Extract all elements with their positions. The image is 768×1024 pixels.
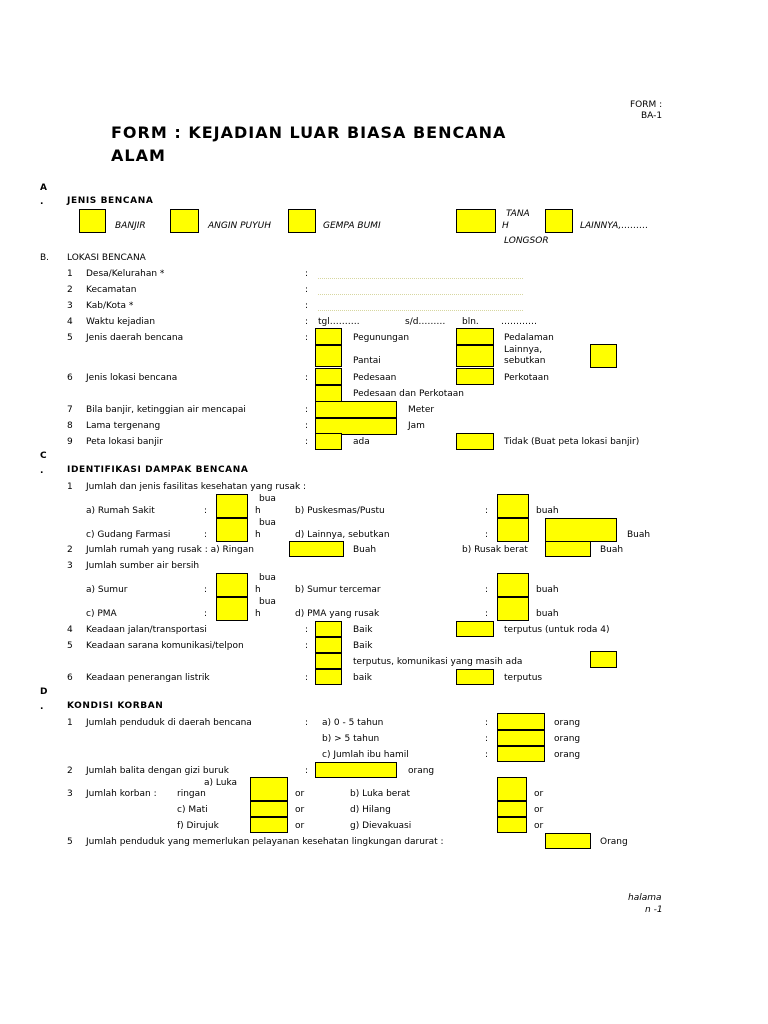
rumah-ringan-input[interactable] — [289, 541, 344, 557]
d-row1-colon: : — [305, 718, 309, 728]
usia-5-unit: orang — [554, 734, 581, 744]
section-c-letter: C — [40, 451, 48, 461]
luka-berat-unit: or — [534, 789, 544, 799]
section-d-letter: D — [40, 687, 49, 697]
komunikasi-ada-input[interactable] — [590, 651, 617, 668]
b-row1-label: Desa/Kelurahan * — [86, 269, 165, 279]
form-label: FORM : — [630, 100, 663, 110]
luka-ringan-label-2: ringan — [177, 789, 206, 799]
b-row2-number: 2 — [67, 285, 73, 295]
c-row1-label: Jumlah dan jenis fasilitas kesehatan yang rusak : — [86, 482, 307, 492]
b-row5-label: Jenis daerah bencana — [86, 333, 184, 343]
tanah-longsor-label-1: TANA — [506, 209, 530, 219]
banjir-label: BANJIR — [115, 221, 146, 231]
pegunungan-checkbox[interactable] — [315, 328, 342, 345]
b-row5-number: 5 — [67, 333, 73, 343]
usia-0-5-label: a) 0 - 5 tahun — [322, 718, 384, 728]
page-number-2: n -1 — [645, 905, 663, 915]
c-row1-number: 1 — [67, 482, 73, 492]
rumah-sakit-label: a) Rumah Sakit — [86, 506, 155, 516]
section-a-letter: A — [40, 183, 48, 193]
puskesmas-label: b) Puskesmas/Pustu — [295, 506, 385, 516]
c-row4-colon: : — [305, 625, 309, 635]
sumur-label: a) Sumur — [86, 585, 128, 595]
c-row6-label: Keadaan penerangan listrik — [86, 673, 210, 683]
sumur-tercemar-input[interactable] — [497, 573, 529, 597]
hilang-label: d) Hilang — [350, 805, 391, 815]
pma-rusak-unit: buah — [536, 609, 559, 619]
meter-label: Meter — [408, 405, 435, 415]
usia-5-label: b) > 5 tahun — [322, 734, 380, 744]
pedesaan-label: Pedesaan — [353, 373, 397, 383]
pma-colon: : — [204, 609, 208, 619]
waktu-tgl[interactable]: tgl………. — [318, 317, 360, 327]
ibu-hamil-input[interactable] — [497, 746, 545, 762]
b-row1-colon: : — [305, 269, 309, 279]
d-row3-label: Jumlah korban : — [86, 789, 157, 799]
sumur-tercemar-label: b) Sumur tercemar — [295, 585, 381, 595]
hilang-unit: or — [534, 805, 544, 815]
lainnya-daerah-input[interactable] — [590, 344, 617, 368]
c-row4-label: Keadaan jalan/transportasi — [86, 625, 207, 635]
section-a-heading: JENIS BENCANA — [67, 196, 154, 206]
sumur-colon: : — [204, 585, 208, 595]
b-row8-colon: : — [305, 421, 309, 431]
section-c-dot: . — [40, 466, 45, 476]
d-row1-number: 1 — [67, 718, 73, 728]
komunikasi-baik-checkbox[interactable] — [315, 637, 342, 653]
rusak-berat-input[interactable] — [545, 541, 591, 557]
dievakuasi-input[interactable] — [497, 817, 527, 833]
b-row3-number: 3 — [67, 301, 73, 311]
angin-puyuh-checkbox[interactable] — [170, 209, 199, 233]
lainnya-daerah-label-1: Lainnya, — [504, 345, 543, 355]
lainnya-daerah-checkbox[interactable] — [456, 345, 494, 367]
b-row3-label: Kab/Kota * — [86, 301, 134, 311]
dievakuasi-label: g) Dievakuasi — [350, 821, 412, 831]
pma-input[interactable] — [216, 597, 248, 621]
rusak-berat-unit: Buah — [600, 545, 624, 555]
pedalaman-label: Pedalaman — [504, 333, 554, 343]
listrik-terputus-checkbox[interactable] — [456, 669, 494, 685]
b-row2-colon: : — [305, 285, 309, 295]
pegunungan-label: Pegunungan — [353, 333, 410, 343]
d-row2-number: 2 — [67, 766, 73, 776]
c-row3-label: Jumlah sumber air bersih — [86, 561, 200, 571]
b-row7-colon: : — [305, 405, 309, 415]
rumah-ringan-unit: Buah — [353, 545, 377, 555]
peta-ada-checkbox[interactable] — [315, 433, 342, 450]
d-row5-number: 5 — [67, 837, 73, 847]
pma-rusak-input[interactable] — [497, 597, 529, 621]
pelayanan-darurat-input[interactable] — [545, 833, 591, 849]
c-row6-colon: : — [305, 673, 309, 683]
lainnya-label: LAINNYA,……… — [580, 221, 649, 231]
sumur-tercemar-unit: buah — [536, 585, 559, 595]
komunikasi-terputus-label: terputus, komunikasi yang masih ada — [353, 657, 523, 667]
pelayanan-darurat-unit: Orang — [600, 837, 628, 847]
gudang-input[interactable] — [216, 518, 248, 542]
rumah-sakit-unit-2: h — [255, 506, 261, 516]
luka-ringan-input[interactable] — [250, 777, 288, 801]
banjir-checkbox[interactable] — [79, 209, 106, 233]
listrik-baik-checkbox[interactable] — [315, 669, 342, 685]
usia-0-5-colon: : — [485, 718, 489, 728]
waktu-bln-value[interactable]: ………… — [501, 317, 537, 327]
d-row2-label: Jumlah balita dengan gizi buruk — [86, 766, 229, 776]
section-b-heading: LOKASI BENCANA — [67, 253, 146, 263]
b-row7-number: 7 — [67, 405, 73, 415]
jalan-baik-label: Baik — [353, 625, 373, 635]
c-row5-number: 5 — [67, 641, 73, 651]
c-row5-label: Keadaan sarana komunikasi/telpon — [86, 641, 244, 651]
form-code: BA-1 — [641, 111, 663, 121]
b-row1-number: 1 — [67, 269, 73, 279]
page-title: FORM : KEJADIAN LUAR BIASA BENCANA — [111, 123, 507, 142]
c-row4-number: 4 — [67, 625, 73, 635]
gizi-buruk-input[interactable] — [315, 762, 397, 778]
luka-berat-input[interactable] — [497, 777, 527, 801]
dirujuk-input[interactable] — [250, 817, 288, 833]
page-number-1: halama — [628, 893, 662, 903]
dirujuk-unit: or — [295, 821, 305, 831]
lainnya-fasilitas-colon: : — [485, 530, 489, 540]
rumah-sakit-colon: : — [204, 506, 208, 516]
rumah-sakit-input[interactable] — [216, 494, 248, 518]
jalan-terputus-label: terputus (untuk roda 4) — [504, 625, 610, 635]
peta-tidak-checkbox[interactable] — [456, 433, 494, 450]
gizi-buruk-unit: orang — [408, 766, 435, 776]
pma-rusak-label: d) PMA yang rusak — [295, 609, 380, 619]
pedesaan-perkotaan-label: Pedesaan dan Perkotaan — [353, 389, 464, 399]
pantai-checkbox[interactable] — [315, 345, 342, 367]
lainnya-fasilitas-input[interactable] — [497, 518, 529, 542]
b-row8-label: Lama tergenang — [86, 421, 161, 431]
b-row2-label: Kecamatan — [86, 285, 137, 295]
hilang-input[interactable] — [497, 801, 527, 817]
sumur-input[interactable] — [216, 573, 248, 597]
ibu-hamil-label: c) Jumlah ibu hamil — [322, 750, 409, 760]
dirujuk-label: f) Dirujuk — [177, 821, 219, 831]
desa-input[interactable] — [318, 278, 523, 279]
komunikasi-terputus-checkbox[interactable] — [315, 653, 342, 669]
b-row6-number: 6 — [67, 373, 73, 383]
b-row9-colon: : — [305, 437, 309, 447]
jam-label: Jam — [408, 421, 425, 431]
usia-0-5-input[interactable] — [497, 713, 545, 730]
b-row4-label: Waktu kejadian — [86, 317, 156, 327]
lainnya-daerah-label-2: sebutkan — [504, 356, 546, 366]
d-row1-label: Jumlah penduduk di daerah bencana — [86, 718, 252, 728]
tanah-longsor-label-3: LONGSOR — [504, 236, 549, 246]
jalan-baik-checkbox[interactable] — [315, 621, 342, 637]
luka-berat-label: b) Luka berat — [350, 789, 411, 799]
angin-puyuh-label: ANGIN PUYUH — [208, 221, 271, 231]
sumur-tercemar-colon: : — [485, 585, 489, 595]
lainnya-checkbox[interactable] — [545, 209, 573, 233]
pma-label: c) PMA — [86, 609, 117, 619]
b-row4-number: 4 — [67, 317, 73, 327]
peta-tidak-label: Tidak (Buat peta lokasi banjir) — [504, 437, 640, 447]
d-row3-number: 3 — [67, 789, 73, 799]
b-row5-colon: : — [305, 333, 309, 343]
page-title-line2: ALAM — [111, 146, 166, 165]
rumah-sakit-unit-1: bua — [259, 494, 276, 504]
jalan-terputus-checkbox[interactable] — [456, 621, 494, 637]
puskesmas-colon: : — [485, 506, 489, 516]
b-row6-label: Jenis lokasi bencana — [86, 373, 178, 383]
puskesmas-unit: buah — [536, 506, 559, 516]
lainnya-fasilitas-count-input[interactable] — [545, 518, 617, 542]
kecamatan-input[interactable] — [318, 294, 523, 295]
section-a-dot: . — [40, 197, 45, 207]
section-d-heading: KONDISI KORBAN — [67, 701, 164, 711]
c-row2-number: 2 — [67, 545, 73, 555]
gudang-label: c) Gudang Farmasi — [86, 530, 171, 540]
b-row9-number: 9 — [67, 437, 73, 447]
pma-unit-2: h — [255, 609, 261, 619]
b-row4-colon: : — [305, 317, 309, 327]
c-row6-number: 6 — [67, 673, 73, 683]
mati-label: c) Mati — [177, 805, 208, 815]
pma-unit-1: bua — [259, 597, 276, 607]
dievakuasi-unit: or — [534, 821, 544, 831]
sumur-unit-2: h — [255, 585, 261, 595]
puskesmas-input[interactable] — [497, 494, 529, 518]
usia-0-5-unit: orang — [554, 718, 581, 728]
ibu-hamil-unit: orang — [554, 750, 581, 760]
pma-rusak-colon: : — [485, 609, 489, 619]
gudang-unit-1: bua — [259, 518, 276, 528]
mati-unit: or — [295, 805, 305, 815]
pantai-label: Pantai — [353, 356, 381, 366]
lainnya-fasilitas-label: d) Lainnya, sebutkan — [295, 530, 390, 540]
kabkota-input[interactable] — [318, 310, 523, 311]
luka-ringan-unit: or — [295, 789, 305, 799]
rusak-berat-label: b) Rusak berat — [462, 545, 528, 555]
b-row7-label: Bila banjir, ketinggian air mencapai — [86, 405, 246, 415]
perkotaan-label: Perkotaan — [504, 373, 550, 383]
c-row3-number: 3 — [67, 561, 73, 571]
listrik-baik-label: baik — [353, 673, 372, 683]
sumur-unit-1: bua — [259, 573, 276, 583]
section-d-dot: . — [40, 702, 45, 712]
b-row8-number: 8 — [67, 421, 73, 431]
luka-ringan-label-1: a) Luka — [204, 778, 238, 788]
ketinggian-air-input[interactable] — [315, 401, 397, 418]
perkotaan-checkbox[interactable] — [456, 368, 494, 385]
section-c-heading: IDENTIFIKASI DAMPAK BENCANA — [67, 465, 249, 475]
waktu-sd[interactable]: s/d……… — [405, 317, 446, 327]
c-row5-colon: : — [305, 641, 309, 651]
b-row3-colon: : — [305, 301, 309, 311]
tanah-longsor-checkbox[interactable] — [456, 209, 496, 233]
usia-5-colon: : — [485, 734, 489, 744]
pedalaman-checkbox[interactable] — [456, 328, 494, 345]
gudang-unit-2: h — [255, 530, 261, 540]
usia-5-input[interactable] — [497, 730, 545, 746]
ibu-hamil-colon: : — [485, 750, 489, 760]
gempa-bumi-checkbox[interactable] — [288, 209, 316, 233]
waktu-bln: bln. — [462, 317, 479, 327]
peta-ada-label: ada — [353, 437, 370, 447]
lainnya-fasilitas-unit: Buah — [627, 530, 651, 540]
d-row5-label: Jumlah penduduk yang memerlukan pelayanan kesehatan lingkungan darurat : — [86, 837, 444, 847]
c-row2-label: Jumlah rumah yang rusak : a) Ringan — [86, 545, 254, 555]
gudang-colon: : — [204, 530, 208, 540]
pedesaan-perkotaan-checkbox[interactable] — [315, 385, 342, 402]
pedesaan-checkbox[interactable] — [315, 368, 342, 385]
d-row2-colon: : — [305, 766, 309, 776]
mati-input[interactable] — [250, 801, 288, 817]
b-row9-label: Peta lokasi banjir — [86, 437, 163, 447]
tanah-longsor-label-2: H — [502, 221, 509, 231]
gempa-bumi-label: GEMPA BUMI — [323, 221, 381, 231]
section-b-letter: B. — [40, 253, 50, 263]
listrik-terputus-label: terputus — [504, 673, 543, 683]
komunikasi-baik-label: Baik — [353, 641, 373, 651]
b-row6-colon: : — [305, 373, 309, 383]
